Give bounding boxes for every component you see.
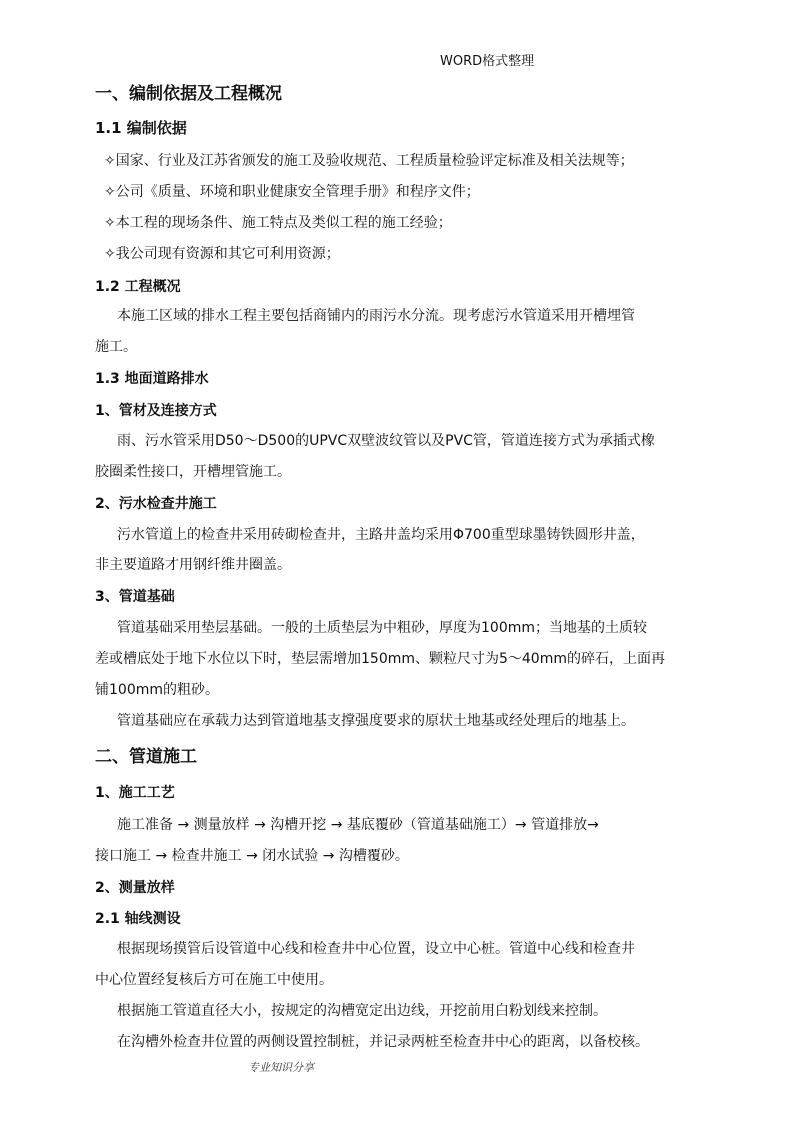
paragraph-line: ✧我公司现有资源和其它可利用资源； (104, 246, 340, 262)
paragraph-line: 管道基础采用垫层基础。一般的土质垫层为中粗砂，厚度为100mm；当地基的土质较 (117, 620, 647, 636)
paragraph-line: 铺100mm的粗砂。 (95, 682, 219, 698)
paragraph-line: 根据施工管道直径大小，按规定的沟槽宽定出边线，开挖前用白粉划线来控制。 (117, 1003, 607, 1019)
paragraph-line: 施工准备 → 测量放样 → 沟槽开挖 → 基底覆砂（管道基础施工）→ 管道排放→ (117, 817, 599, 833)
item-heading: 2、测量放样 (95, 880, 175, 896)
section-heading: 一、编制依据及工程概况 (95, 84, 282, 104)
paragraph-line: 管道基础应在承载力达到管道地基支撑强度要求的原状土地基或经处理后的地基上。 (117, 713, 635, 729)
paragraph-line: 雨、污水管采用D50～D500的UPVC双壁波纹管以及PVC管，管道连接方式为承插式橡 (117, 433, 655, 449)
paragraph-line: 施工。 (95, 339, 137, 355)
paragraph-line: 在沟槽外检查井位置的两侧设置控制桩，并记录两桩至检查井中心的距离，以备校核。 (117, 1034, 649, 1050)
paragraph-line: 接口施工 → 检查井施工 → 闭水试验 → 沟槽覆砂。 (95, 848, 409, 864)
item-heading: 2、污水检查井施工 (95, 496, 217, 512)
item-heading: 2.1 轴线测设 (95, 911, 181, 927)
paragraph-line: ✧国家、行业及江苏省颁发的施工及验收规范、工程质量检验评定标准及相关法规等； (104, 153, 634, 169)
paragraph-line: 胶圈柔性接口，开槽埋管施工。 (95, 464, 291, 480)
paragraph-line: ✧公司《质量、环境和职业健康安全管理手册》和程序文件； (104, 184, 480, 200)
paragraph-line: 非主要道路才用钢纤维井圈盖。 (95, 557, 291, 573)
item-heading: 1、管材及连接方式 (95, 403, 217, 419)
paragraph-line: 差或槽底处于地下水位以下时，垫层需增加150mm、颗粒尺寸为5～40mm的碎石，上面再 (95, 651, 665, 667)
page-footer: 专业知识分享 (248, 1061, 314, 1074)
item-heading: 1.3 地面道路排水 (95, 371, 209, 387)
paragraph-line: 本施工区域的排水工程主要包括商铺内的雨污水分流。现考虑污水管道采用开槽埋管 (117, 308, 635, 324)
subsection-heading: 1.1 编制依据 (95, 119, 187, 137)
item-heading: 3、管道基础 (95, 589, 175, 605)
section-heading: 二、管道施工 (95, 747, 197, 767)
paragraph-line: 污水管道上的检查井采用砖砌检查井，主路井盖均采用Φ700重型球墨铸铁圆形井盖， (117, 527, 645, 543)
item-heading: 1、施工工艺 (95, 785, 175, 801)
paragraph-line: ✧本工程的现场条件、施工特点及类似工程的施工经验； (104, 215, 452, 231)
item-heading: 1.2 工程概况 (95, 279, 181, 295)
page-header: WORD格式整理 (440, 54, 535, 69)
paragraph-line: 根据现场摸管后设管道中心线和检查井中心位置，设立中心桩。管道中心线和检查井 (117, 941, 635, 957)
paragraph-line: 中心位置经复核后方可在施工中使用。 (95, 972, 333, 988)
